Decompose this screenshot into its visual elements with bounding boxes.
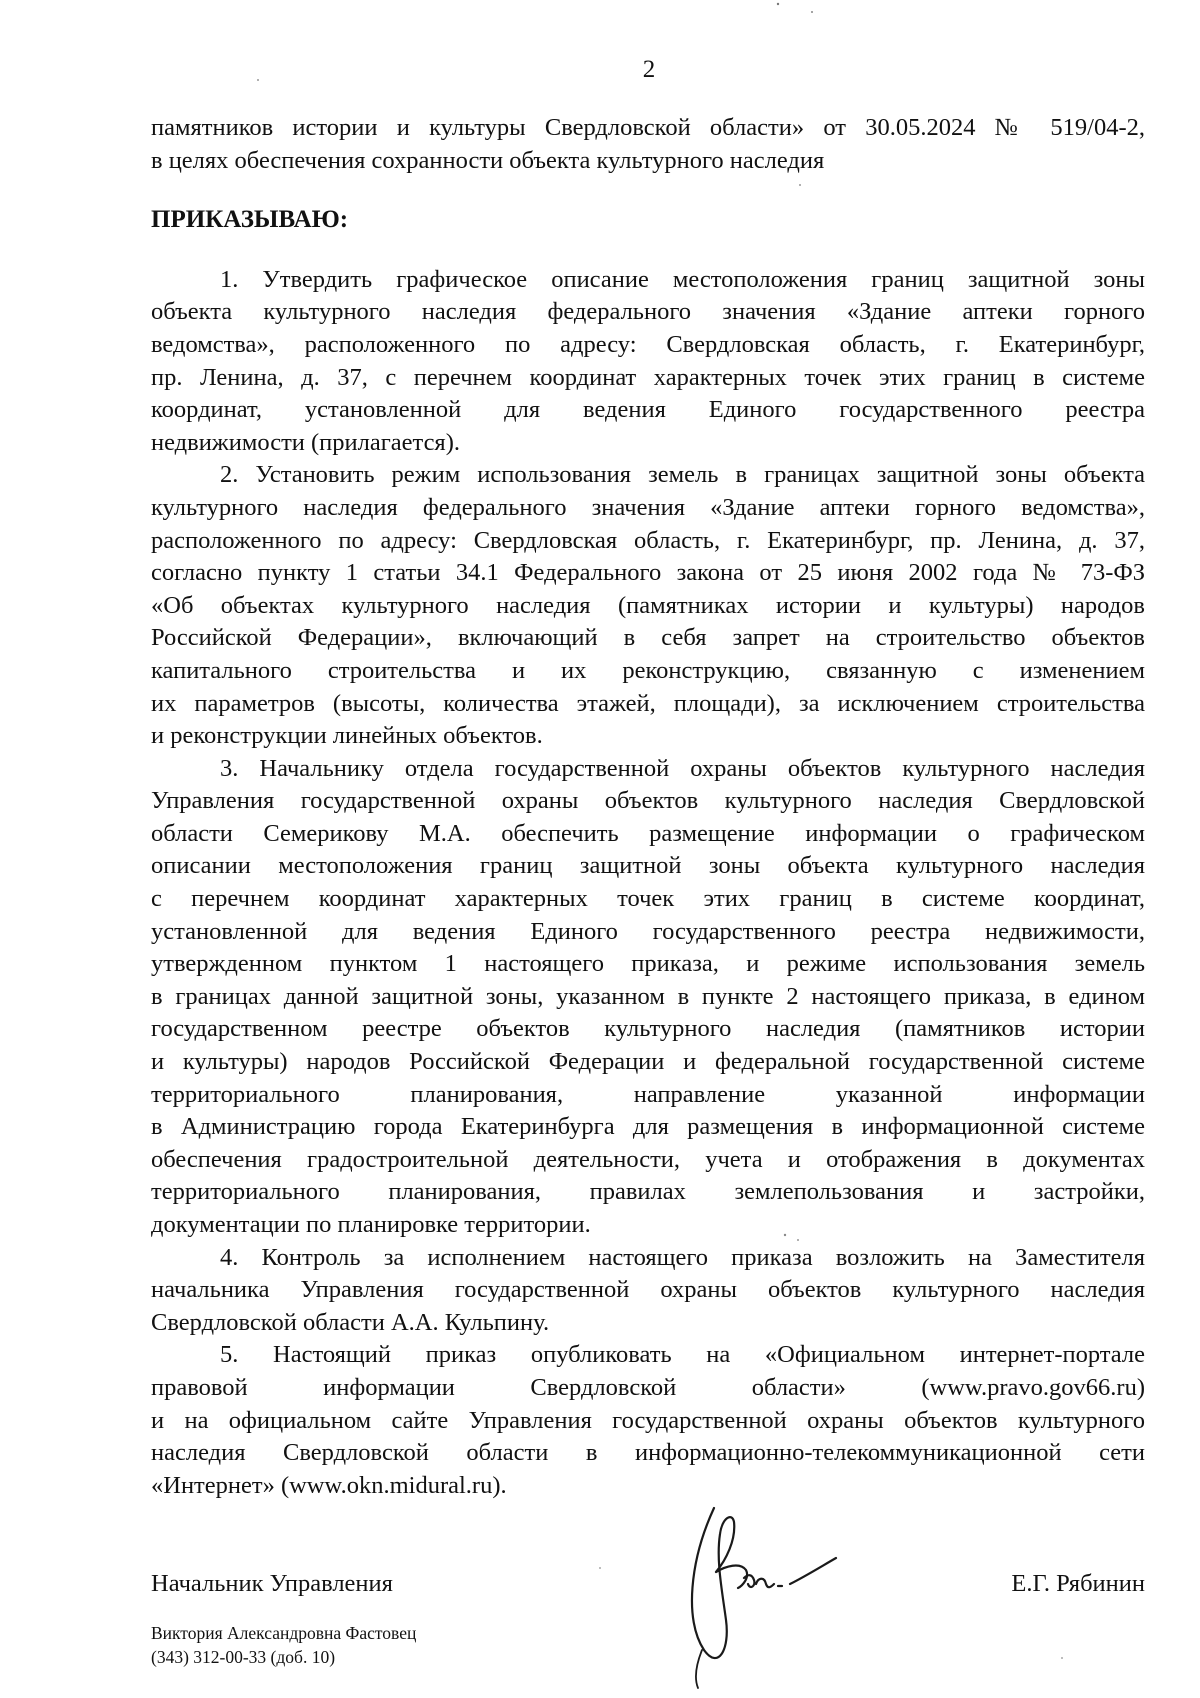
item-line: координат, установленной для ведения Единого государственного реестра	[151, 396, 1145, 424]
page-number: 2	[642, 56, 656, 83]
item-line: Российской Федерации», включающий в себя запрет на строительство объектов	[151, 624, 1145, 652]
item-line: Свердловской области А.А. Кульпину.	[151, 1308, 550, 1336]
item-line: наследия Свердловской области в информационно-телекоммуникационной сети	[151, 1439, 1145, 1467]
item-line: установленной для ведения Единого государственного реестра недвижимости,	[151, 917, 1145, 945]
executor-name: Виктория Александровна Фастовец	[151, 1623, 417, 1643]
item-line: 1. Утвердить графическое описание местоположения границ защитной зоны	[220, 265, 1145, 293]
item-line: их параметров (высоты, количества этажей, площади), за исключением строительства	[151, 689, 1145, 717]
item-line: согласно пункту 1 статьи 34.1 Федерального закона от 25 июня 2002 года № 73-ФЗ	[151, 559, 1145, 587]
item-line: и реконструкции линейных объектов.	[151, 722, 543, 750]
item-line: 2. Установить режим использования земель в границах защитной зоны объекта	[220, 461, 1145, 489]
intro-line: памятников истории и культуры Свердловской области» от 30.05.2024 № 519/04-2,	[151, 114, 1145, 141]
item-line: описании местоположения границ защитной зоны объекта культурного наследия	[151, 852, 1145, 880]
item-line: и культуры) народов Российской Федерации и федеральной государственной системе	[151, 1048, 1145, 1076]
item-line: государственном реестре объектов культурного наследия (памятников истории	[151, 1015, 1145, 1043]
item-line: ведомства», расположенного по адресу: Свердловская область, г. Екатеринбург,	[151, 330, 1145, 358]
item-line: культурного наследия федерального значения «Здание аптеки горного ведомства»,	[151, 493, 1145, 521]
item-line: «Об объектах культурного наследия (памятниках истории и культуры) народов	[151, 591, 1145, 619]
signatory-name: Е.Г. Рябинин	[1011, 1570, 1145, 1597]
item-line: 5. Настоящий приказ опубликовать на «Официальном интернет-портале	[220, 1341, 1145, 1369]
item-line: пр. Ленина, д. 37, с перечнем координат характерных точек этих границ в системе	[151, 363, 1145, 391]
item-line: расположенного по адресу: Свердловская область, г. Екатеринбург, пр. Ленина, д. 37,	[151, 526, 1145, 554]
item-line: недвижимости (прилагается).	[151, 428, 460, 456]
item-line: и на официальном сайте Управления государственной охраны объектов культурного	[151, 1406, 1145, 1434]
item-line: территориального планирования, правилах землепользования и застройки,	[151, 1178, 1145, 1206]
item-line: документации по планировке территории.	[151, 1211, 591, 1238]
item-line: в Администрацию города Екатеринбурга для размещения в информационной системе	[151, 1113, 1145, 1141]
item-line: правовой информации Свердловской области» (www.pravo.gov66.ru)	[151, 1373, 1145, 1401]
item-line: с перечнем координат характерных точек этих границ в системе координат,	[151, 885, 1145, 913]
item-line: территориального планирования, направление указанной информации	[151, 1080, 1145, 1108]
item-line: в границах данной защитной зоны, указанном в пункте 2 настоящего приказа, в едином	[151, 982, 1145, 1010]
item-line: «Интернет» (www.okn.midural.ru).	[151, 1471, 507, 1499]
order-heading: ПРИКАЗЫВАЮ:	[151, 206, 349, 234]
executor-phone: (343) 312-00-33 (доб. 10)	[151, 1647, 336, 1667]
item-line: Управления государственной охраны объектов культурного наследия Свердловской	[151, 787, 1145, 815]
item-line: 3. Начальнику отдела государственной охраны объектов культурного наследия	[220, 754, 1145, 782]
item-line: 4. Контроль за исполнением настоящего приказа возложить на Заместителя	[220, 1243, 1145, 1271]
item-line: обеспечения градостроительной деятельности, учета и отображения в документах	[151, 1145, 1145, 1173]
item-line: капитального строительства и их реконструкцию, связанную с изменением	[151, 656, 1145, 684]
item-line: объекта культурного наследия федерального значения «Здание аптеки горного	[151, 298, 1145, 326]
item-line: утвержденном пунктом 1 настоящего приказа, и режиме использования земель	[151, 950, 1145, 978]
intro-line: в целях обеспечения сохранности объекта культурного наследия	[151, 146, 825, 174]
item-line: начальника Управления государственной охраны объектов культурного наследия	[151, 1276, 1145, 1304]
item-line: области Семерикову М.А. обеспечить размещение информации о графическом	[151, 819, 1145, 847]
signatory-position: Начальник Управления	[151, 1570, 393, 1597]
